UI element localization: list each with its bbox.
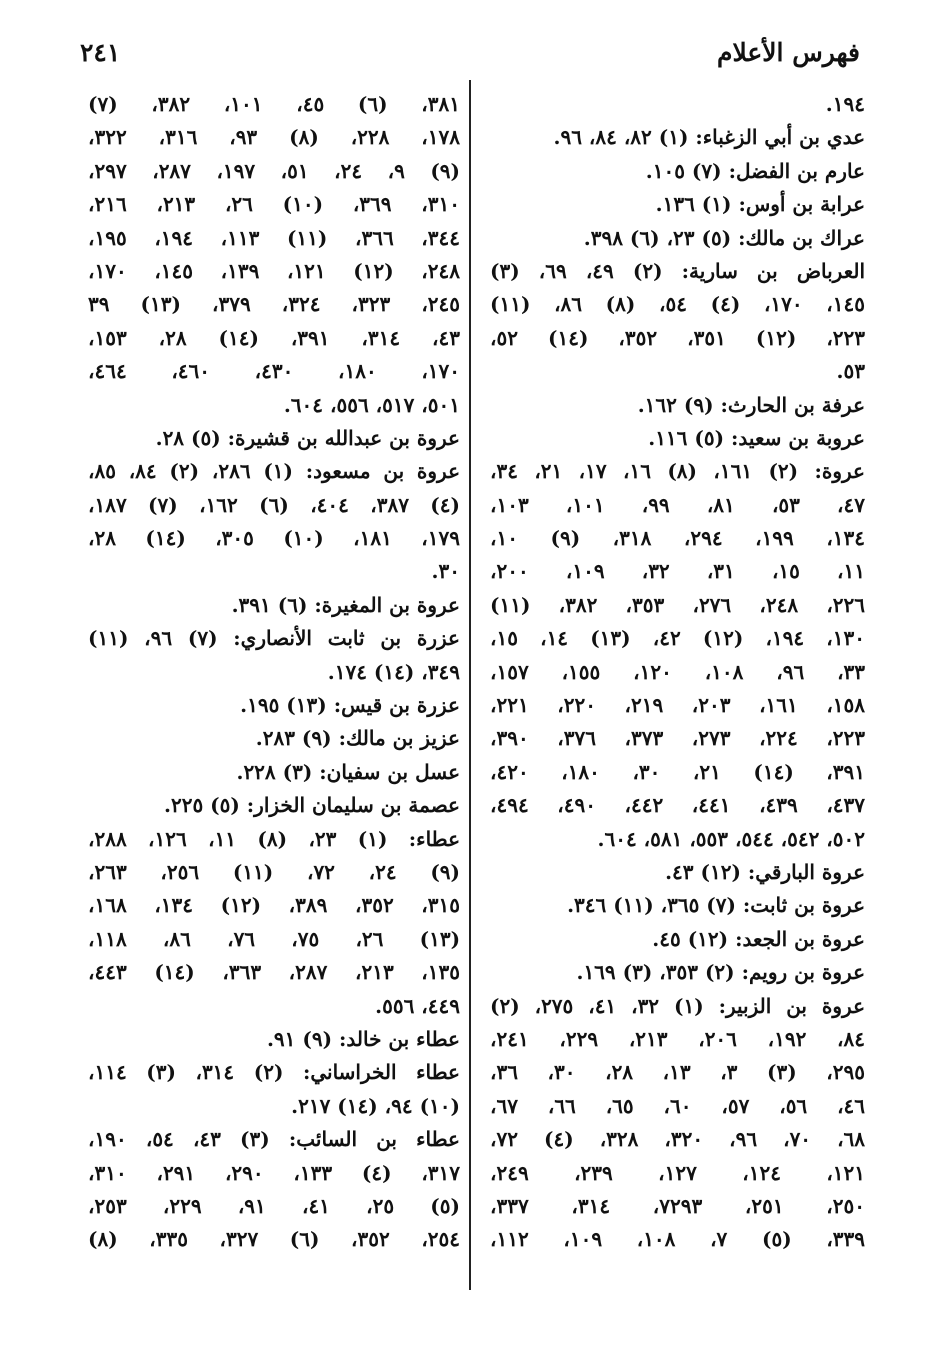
index-line: ١٧٨، ٢٢٨، (٨) ٩٣، ٣١٦، ٣٢٢، (88, 125, 460, 150)
index-line: عزيز بن مالك: (٩) ٢٨٣. (255, 726, 460, 751)
index-line: ٣٩١، (١٤) ٢١، ٣٠، ١٨٠، ٤٢٠، (490, 759, 865, 784)
index-line: عروة بن الجعد: (١٢) ٤٥. (652, 926, 865, 951)
index-line: ٤٣، ٣١٤، ٣٩١، (١٤) ٢٨، ١٥٣، (88, 325, 460, 350)
index-line: ٣٨١، (٦) ٤٥، ١٠١، ٣٨٢، (٧) (88, 92, 460, 116)
index-line: ٢٩٥، (٣) ٣، ١٣، ٢٨، ٣٠، ٣٦، (490, 1060, 865, 1085)
index-line: عروة بن الزبير: (١) ٣٢، ٤١، ٢٧٥، (٢) (490, 993, 865, 1018)
index-line: عزرة بن قيس: (١٣) ١٩٥. (240, 693, 460, 718)
index-line: ١٧٠، ١٨٠، ٤٣٠، ٤٦٠، ٤٦٤، (88, 359, 460, 384)
index-line: عارم بن الفضل: (٧) ١٠٥. (645, 158, 865, 183)
index-line: (١٠) ٩٤، (١٤) ٢١٧. (291, 1093, 460, 1118)
index-line: عروة بن ثابت: (٧) ٣٦٥، (١١) ٣٤٦. (567, 893, 865, 918)
index-line: ٣١٧، (٤) ١٣٣، ٢٩٠، ٢٩١، ٣١٠، (88, 1160, 460, 1185)
index-line: عروة بن رويم: (٢) ٣٥٣، (٣) ١٦٩. (576, 960, 865, 985)
index-line: ٤٣٧، ٤٣٩، ٤٤١، ٤٤٢، ٤٩٠، ٤٩٤، (490, 793, 865, 818)
index-line: ٨٤، ١٩٢، ٢٠٦، ٢١٣، ٢٢٩، ٢٤١، (490, 1026, 865, 1051)
index-line: ٤٤٩، ٥٥٦. (375, 993, 460, 1018)
index-line: ١١، ١٥، ٣١، ٣٢، ١٠٩، ٢٠٠، (490, 559, 865, 584)
page-number: ٢٤١ (80, 37, 121, 67)
index-line: ١٣٤، ١٩٩، ٢٩٤، ٣١٨، (٩) ١٠، (490, 526, 865, 551)
index-line: عصمة بن سليمان الخزار: (٥) ٢٢٥. (163, 793, 460, 818)
index-line: ٣٠. (431, 559, 460, 584)
index-line: ٣٣، ٩٦، ١٠٨، ١٢٠، ١٥٥، ١٥٧، (490, 659, 865, 684)
index-line: عدي بن أبي الزغباء: (١) ٨٢، ٨٤، ٩٦. (553, 125, 865, 150)
index-line: ٢٤٥، ٣٢٣، ٣٢٤، ٣٧٩، (١٣) ٣٩ (88, 292, 460, 317)
index-line: ٢٥٠، ٢٥١، ٧٢٩٣، ٣١٤، ٣٣٧، (490, 1193, 865, 1218)
index-line: ٤٧، ٥٣، ٨١، ٩٩، ١٠١، ١٠٣، (490, 492, 865, 517)
index-line: عرابة بن أوس: (١) ١٣٦. (655, 192, 865, 217)
index-line: (٥) ٢٥، ٤١، ٩١، ٢٢٩، ٢٥٣، (88, 1193, 460, 1218)
index-line: عراك بن مالك: (٥) ٢٣، (٦) ٣٩٨. (583, 225, 865, 250)
index-line: عروة بن مسعود: (١) ٢٨٦، (٢) ٨٤، ٨٥، (88, 459, 460, 484)
index-line: العرباض بن سارية: (٢) ٤٩، ٦٩، (٣) (490, 258, 865, 283)
index-line: ١٤٥، ١٧٠، (٤) ٥٤، (٨) ٨٦، (١١) (490, 292, 865, 317)
index-line: عروة بن عبدالله بن قشيرة: (٥) ٢٨. (155, 425, 460, 450)
index-line: ٣٤٩، (١٤) ١٧٤. (327, 659, 460, 684)
index-line: ٣٣٩، (٥) ٧، ١٠٨، ١٠٩، ١١٢، (490, 1227, 865, 1252)
index-line: عزرة بن ثابت الأنصاري: (٧) ٩٦، (١١) (88, 626, 460, 651)
index-line: ١٣٥، ٢١٣، ٢٨٧، ٣٦٣، (١٤) ٤٤٣، (88, 960, 460, 985)
index-line: ٤٦، ٥٦، ٥٧، ٦٠، ٦٥، ٦٦، ٦٧، (490, 1093, 865, 1118)
index-line: ٢٤٨، (١٢) ١٢١، ١٣٩، ١٤٥، ١٧٠، (88, 258, 460, 283)
index-line: (٤) ٣٨٧، ٤٠٤، (٦) ١٦٢، (٧) ١٨٧، (88, 492, 460, 517)
index-line: ٢٥٤، ٣٥٢، (٦) ٣٢٧، ٣٣٥، (٨) (88, 1227, 460, 1252)
page-header (80, 34, 860, 70)
index-line: ١٣٠، ١٩٤، (١٢) ٤٢، (١٣) ١٤، ١٥، (490, 626, 865, 651)
index-line: عطاء: (١) ٢٣، (٨) ١١، ١٢٦، ٢٨٨، (88, 826, 460, 851)
index-line: عروبة بن سعيد: (٥) ١١٦. (648, 425, 865, 450)
index-line: (٩) ٩، ٢٤، ٥١، ١٩٧، ٢٨٧، ٢٩٧، (88, 158, 460, 183)
index-line: عروة: (٢) ١٦١، (٨) ١٦، ١٧، ٢١، ٣٤، (490, 459, 865, 484)
index-line: ٣١٥، ٣٥٢، ٣٨٩، (١٢) ١٣٤، ١٦٨، (88, 893, 460, 918)
index-line: ٣١٠، ٣٦٩، (١٠) ٢٦، ٢١٣، ٢١٦، (88, 192, 460, 217)
index-line: ٢٢٣، ٢٢٤، ٢٧٣، ٣٧٣، ٣٧٦، ٣٩٠، (490, 726, 865, 751)
index-line: ٢٢٦، ٢٤٨، ٢٧٦، ٣٥٣، ٣٨٢، (١١) (490, 592, 865, 617)
index-line: ٢٢٣، (١٢) ٣٥١، ٣٥٢، (١٤) ٥٢، (490, 325, 865, 350)
index-line: ٥٣. (836, 359, 865, 384)
index-line: ١٧٩، ١٨١، (١٠) ٣٠٥، (١٤) ٢٨، (88, 526, 460, 551)
index-line: ٥٠١، ٥١٧، ٥٥٦، ٦٠٤. (283, 392, 460, 417)
index-line: عروة بن المغيرة: (٦) ٣٩١. (231, 592, 460, 617)
column-divider (469, 80, 471, 1290)
index-line: عطاء الخراساني: (٢) ٣١٤، (٣) ١١٤، (88, 1060, 460, 1085)
index-line: ١٩٤. (825, 92, 865, 116)
index-line: عروة البارقي: (١٢) ٤٣. (665, 859, 865, 884)
index-line: ٣٤٤، ٣٦٦، (١١) ١١٣، ١٩٤، ١٩٥، (88, 225, 460, 250)
index-line: ٥٠٢، ٥٤٢، ٥٤٤، ٥٥٣، ٥٨١، ٦٠٤. (597, 826, 865, 851)
index-column-right (490, 88, 865, 1257)
index-line: عرفة بن الحارث: (٩) ١٦٢. (637, 392, 865, 417)
running-title: فهرس الأعلام (716, 37, 860, 67)
index-line: ١٢١، ١٢٤، ١٢٧، ٢٣٩، ٢٤٩، (490, 1160, 865, 1185)
index-line: عطاء بن السائب: (٣) ٤٣، ٥٤، ١٩٠، (88, 1127, 460, 1152)
index-line: (١٣) ٢٦، ٧٥، ٧٦، ٨٦، ١١٨، (88, 926, 460, 951)
index-line: عسل بن سفيان: (٣) ٢٢٨. (236, 759, 460, 784)
index-line: عطاء بن خالد: (٩) ٩١. (266, 1026, 460, 1051)
index-line: ١٥٨، ١٦١، ٢٠٣، ٢١٩، ٢٢٠، ٢٢١، (490, 693, 865, 718)
index-column-left (88, 88, 460, 1257)
index-line: (٩) ٢٤، ٧٢، (١١) ٢٥٦، ٢٦٣، (88, 859, 460, 884)
index-line: ٦٨، ٧٠، ٩٦، ٣٢٠، ٣٢٨، (٤) ٧٢، (490, 1127, 865, 1152)
